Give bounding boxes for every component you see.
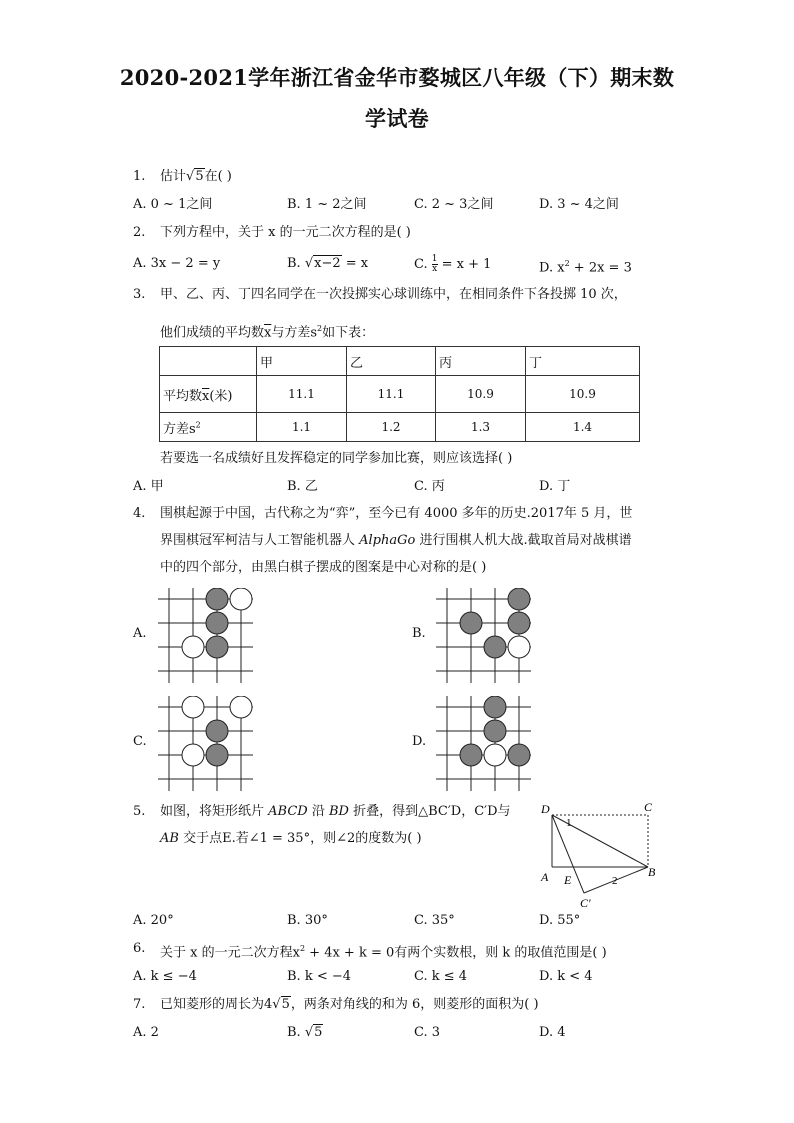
black-stone — [206, 588, 228, 610]
go-board-a[interactable] — [158, 588, 253, 683]
q4-option-b-label[interactable]: B. — [412, 626, 426, 641]
white-stone — [230, 696, 252, 718]
table-header-cell: 甲 — [257, 347, 347, 376]
q4-option-c-label[interactable]: C. — [133, 734, 147, 749]
q5-line1-mid: 沿 — [307, 804, 329, 819]
table-header-cell — [160, 347, 257, 376]
angle-1-label: 1 — [566, 817, 572, 829]
white-stone — [182, 696, 204, 718]
q6-stem-post: + 4x + k = 0有两个实数根，则 k 的取值范围是( ) — [305, 945, 607, 961]
q5-rect-name: ABCD — [268, 804, 308, 819]
q1-stem: 估计√5在( ) — [160, 169, 232, 184]
q1-option-b[interactable]: B. 1 ~ 2之间 — [287, 197, 367, 212]
q2-option-c[interactable] — [414, 255, 491, 274]
table-header-row — [160, 347, 640, 376]
table-row-label — [160, 413, 257, 442]
q6-stem-pre: 关于 x 的一元二次方程x — [160, 945, 300, 961]
q2-frac-den: x — [432, 264, 438, 274]
black-stone — [206, 636, 228, 658]
q6-option-b[interactable]: B. k < −4 — [287, 969, 352, 984]
label-e: E — [564, 873, 572, 887]
table-cell: 11.1 — [257, 376, 347, 413]
q2-option-d[interactable] — [539, 255, 632, 277]
table-row — [160, 376, 640, 413]
q3-stem-line1: 甲、乙、丙、丁四名同学在一次投掷实心球训练中，在相同条件下各投掷 10 次， — [160, 287, 627, 302]
q6-stem-sup: 2 — [299, 944, 306, 953]
q7-option-b-radicand: 5 — [314, 1025, 323, 1040]
table-cell: 1.4 — [526, 413, 640, 442]
q7-number: 7. — [133, 997, 146, 1012]
table-cell: 1.2 — [347, 413, 436, 442]
q2-frac-num: 1 — [431, 254, 438, 264]
go-board-c[interactable] — [158, 696, 253, 791]
table-cell: 10.9 — [436, 376, 526, 413]
label-c-prime: C′ — [580, 896, 591, 910]
q3-line2-mid: 与方差s — [271, 325, 318, 341]
black-stone — [484, 696, 506, 718]
q6-option-a[interactable]: A. k ≤ −4 — [133, 969, 197, 984]
q7-option-d[interactable]: D. 4 — [539, 1025, 566, 1040]
q3-stats-table — [159, 346, 640, 442]
q2-stem: 下列方程中，关于 x 的一元二次方程的是( ) — [160, 225, 411, 240]
table-cell: 10.9 — [526, 376, 640, 413]
table-row-label — [160, 376, 257, 413]
q2-option-b[interactable]: B. √x−2 = x — [287, 256, 369, 271]
q3-line2-sup: 2 — [317, 324, 323, 333]
q4-line2-post: 进行围棋人机大战.截取首局对战棋谱 — [415, 533, 632, 548]
q1-number: 1. — [133, 169, 146, 184]
table-row — [160, 413, 640, 442]
q5-stem-line2 — [160, 830, 422, 848]
black-stone — [206, 744, 228, 766]
q2-option-d-base: D. x — [539, 260, 565, 276]
q6-stem — [160, 940, 607, 962]
black-stone — [508, 588, 530, 610]
q7-option-b[interactable]: B. √5 — [287, 1025, 323, 1040]
q1-option-c[interactable]: C. 2 ~ 3之间 — [414, 197, 494, 212]
q7-option-b-label: B. — [287, 1025, 301, 1040]
q7-stem-pre: 已知菱形的周长为4 — [160, 997, 273, 1012]
q4-alphago: AlphaGo — [359, 533, 416, 548]
label-d: D — [541, 802, 550, 816]
q4-number: 4. — [133, 506, 146, 521]
white-stone — [508, 636, 530, 658]
q7-stem-post: ，两条对角线的和为 6，则菱形的面积为( ) — [290, 997, 539, 1012]
white-stone — [484, 744, 506, 766]
go-board-d[interactable] — [436, 696, 531, 791]
label-c: C — [644, 800, 653, 814]
table-cell: 1.3 — [436, 413, 526, 442]
q4-stem-line3: 中的四个部分，由黑白棋子摆成的图案是中心对称的是( ) — [160, 560, 487, 575]
row1-label-pre: 平均数 — [163, 388, 203, 404]
table-cell: 11.1 — [347, 376, 436, 413]
q3-option-a[interactable]: A. 甲 — [133, 479, 164, 494]
q3-line2-pre: 他们成绩的平均数 — [160, 325, 265, 341]
black-stone — [484, 636, 506, 658]
row1-label-x: $\overline{x}$ — [202, 388, 210, 404]
table-header-cell: 乙 — [347, 347, 436, 376]
q1-stem-post: 在( ) — [204, 169, 232, 184]
q4-stem-line1: 围棋起源于中国，古代称之为“弈”，至今已有 4000 多年的历史.2017年 5 月，世 — [160, 506, 633, 521]
q3-line2-post: 如下表： — [322, 325, 375, 341]
q2-option-b-radicand: x−2 — [314, 256, 341, 271]
q4-option-d-label[interactable]: D. — [412, 734, 427, 749]
black-stone — [508, 744, 530, 766]
black-stone — [460, 744, 482, 766]
q5-fold-line: BD — [328, 804, 349, 819]
q5-line1-post: 折叠，得到△BC′D，C′D与 — [348, 804, 511, 819]
white-stone — [230, 588, 252, 610]
q6-option-c[interactable]: C. k ≤ 4 — [414, 969, 468, 984]
q3-stem-line2 — [160, 320, 374, 342]
white-stone — [182, 636, 204, 658]
angle-2-label: 2 — [612, 875, 618, 887]
q3-question: 若要选一名成绩好且发挥稳定的同学参加比赛，则应该选择( ) — [160, 451, 513, 466]
q5-line1-pre: 如图，将矩形纸片 — [160, 804, 269, 819]
q5-fold-figure — [536, 797, 664, 915]
q2-number: 2. — [133, 225, 146, 240]
go-board-b[interactable] — [436, 588, 531, 683]
q3-option-b[interactable]: B. 乙 — [287, 479, 318, 494]
q4-option-a-label[interactable]: A. — [133, 626, 147, 641]
q3-number: 3. — [133, 287, 146, 302]
q4-line2-pre: 界围棋冠军柯洁与人工智能机器人 — [160, 533, 360, 548]
q2-option-c-fraction — [432, 255, 438, 274]
q3-mean-symbol: $\overline{x}$ — [264, 325, 272, 341]
q5-option-b[interactable]: B. 30° — [287, 913, 328, 928]
q3-option-d[interactable]: D. 丁 — [539, 479, 571, 494]
row1-label-post: (米) — [209, 388, 233, 404]
q6-number: 6. — [133, 941, 146, 956]
q5-option-c[interactable]: C. 35° — [414, 913, 455, 928]
black-stone — [484, 720, 506, 742]
label-b: B — [648, 865, 656, 879]
q1-option-a[interactable]: A. 0 ~ 1之间 — [133, 197, 213, 212]
q1-option-d[interactable]: D. 3 ~ 4之间 — [539, 197, 619, 212]
q6-option-d[interactable]: D. k < 4 — [539, 969, 593, 984]
page-title-line2: 学试卷 — [365, 106, 429, 131]
q5-stem-line1 — [160, 803, 511, 821]
black-stone — [508, 612, 530, 634]
q1-radicand: 5 — [195, 169, 204, 184]
q2-option-d-rest: + 2x = 3 — [569, 260, 632, 276]
q5-option-d[interactable]: D. 55° — [539, 913, 581, 928]
q5-line2-post: 交于点E.若∠1 = 35°，则∠2的度数为( ) — [178, 831, 422, 846]
q2-option-b-label: B. — [287, 256, 301, 271]
q7-option-a[interactable]: A. 2 — [133, 1025, 159, 1040]
q1-stem-pre: 估计 — [160, 169, 187, 184]
q2-option-d-exp: 2 — [564, 259, 570, 268]
q7-radicand: 5 — [281, 997, 290, 1012]
label-a: A — [541, 870, 549, 884]
q2-option-b-rhs: = x — [345, 256, 369, 271]
q5-number: 5. — [133, 804, 146, 819]
q7-stem: 已知菱形的周长为4√5，两条对角线的和为 6，则菱形的面积为( ) — [160, 997, 539, 1012]
row2-label: 方差s — [163, 421, 196, 437]
black-stone — [206, 720, 228, 742]
q5-seg-ab: AB — [160, 831, 179, 846]
row2-label-sup: 2 — [195, 420, 201, 430]
q2-option-c-rhs: = x + 1 — [441, 257, 492, 272]
table-header-cell: 丙 — [436, 347, 526, 376]
black-stone — [206, 612, 228, 634]
table-header-cell: 丁 — [526, 347, 640, 376]
q7-option-c[interactable]: C. 3 — [414, 1025, 441, 1040]
q5-option-a[interactable]: A. 20° — [133, 913, 174, 928]
black-stone — [460, 612, 482, 634]
q2-option-c-label: C. — [414, 257, 428, 272]
white-stone — [182, 744, 204, 766]
q3-option-c[interactable]: C. 丙 — [414, 479, 445, 494]
q2-option-a[interactable]: A. 3x − 2 = y — [133, 256, 221, 271]
page-title: 2020-2021学年浙江省金华市婺城区八年级（下）期末数 — [119, 65, 675, 90]
q4-stem-line2 — [160, 532, 632, 550]
table-cell: 1.1 — [257, 413, 347, 442]
